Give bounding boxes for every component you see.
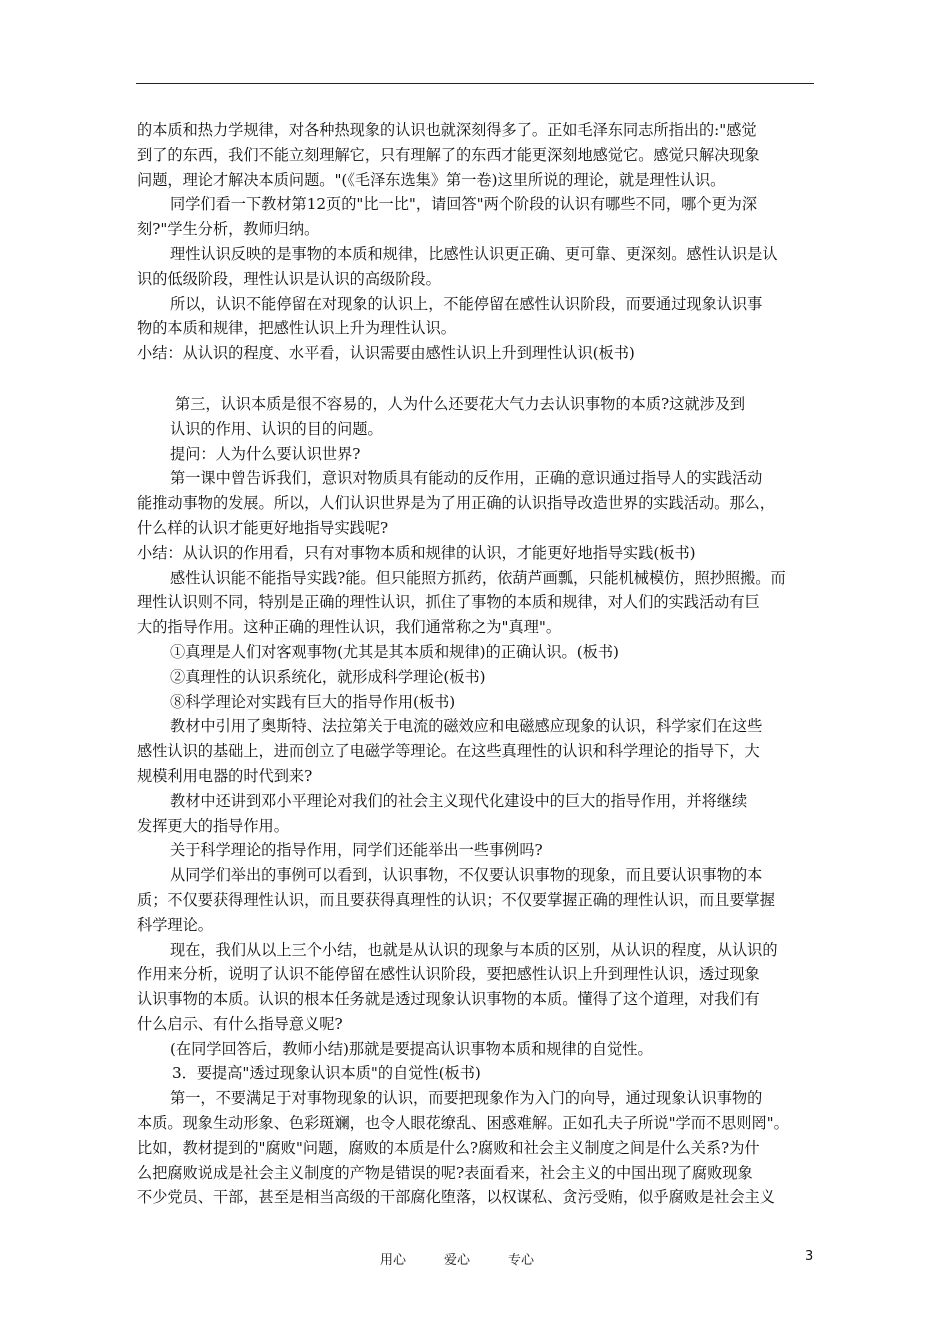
text-line: 什么样的认识才能更好地指导实践呢?	[137, 518, 389, 537]
text-line: ①真理是人们对客观事物(尤其是其本质和规律)的正确认识。(板书)	[170, 642, 619, 661]
text-line: 第一，不要满足于对事物现象的认识，而要把现象作为入门的向导，通过现象认识事物的	[170, 1089, 763, 1108]
document-body	[137, 118, 817, 1210]
text-line: 作用来分析，说明了认识不能停留在感性认识阶段，要把感性认识上升到理性认识，透过现象	[137, 965, 760, 984]
header-rule	[136, 83, 814, 84]
text-line: 不少党员、干部，甚至是相当高级的干部腐化堕落，以权谋私、贪污受贿，似乎腐败是社会主义	[137, 1188, 775, 1207]
text-line: (在同学回答后，教师小结)那就是要提高认识事物本质和规律的自觉性。	[170, 1039, 653, 1058]
text-line: 3．要提高"透过现象认识本质"的自觉性(板书)	[172, 1064, 481, 1083]
text-line: 认识的作用、认识的目的问题。	[170, 419, 383, 438]
text-line: 能推动事物的发展。所以，人们认识世界是为了用正确的认识指导改造世界的实践活动。那么，	[137, 494, 775, 513]
blank-line	[137, 366, 817, 392]
footer-motto-2: 爱心	[444, 1253, 471, 1268]
text-line: ⑧科学理论对实践有巨大的指导作用(板书)	[170, 692, 456, 711]
text-line: 第一课中曾告诉我们，意识对物质具有能动的反作用，正确的意识通过指导人的实践活动	[170, 469, 763, 488]
text-line: 关于科学理论的指导作用，同学们还能举出一些事例吗?	[170, 841, 543, 860]
text-line: 到了的东西，我们不能立刻理解它，只有理解了的东西才能更深刻地感觉它。感觉只解决现象	[137, 145, 760, 164]
text-line: 物的本质和规律，把感性认识上升为理性认识。	[137, 319, 456, 338]
text-line: 认识事物的本质。认识的根本任务就是透过现象认识事物的本质。懂得了这个道理，对我们有	[137, 990, 760, 1009]
page-number: 3	[805, 1249, 814, 1264]
footer-motto	[380, 1249, 572, 1268]
text-line: 同学们看一下教材第12页的"比一比"，请回答"两个阶段的认识有哪些不同，哪个更为深	[170, 195, 758, 214]
text-line: 问题，理论才解决本质问题。"(《毛泽东选集》第一卷)这里所说的理论，就是理性认识。	[137, 170, 726, 189]
text-line: 刻?"学生分析，教师归纳。	[137, 220, 320, 239]
text-line: 科学理论。	[137, 915, 213, 934]
text-line: 理性认识则不同，特别是正确的理性认识，抓住了事物的本质和规律，对人们的实践活动有巨	[137, 593, 760, 612]
text-line: 从同学们举出的事例可以看到，认识事物，不仅要认识事物的现象，而且要认识事物的本	[170, 866, 763, 885]
text-line: 小结：从认识的作用看，只有对事物本质和规律的认识，才能更好地指导实践(板书)	[137, 543, 696, 562]
text-line: 第三，认识本质是很不容易的，人为什么还要花大气力去认识事物的本质?这就涉及到	[175, 394, 746, 413]
text-line: ②真理性的认识系统化，就形成科学理论(板书)	[170, 667, 486, 686]
text-line: 识的低级阶段，理性认识是认识的高级阶段。	[137, 269, 441, 288]
text-line: 所以，认识不能停留在对现象的认识上，不能停留在感性认识阶段，而要通过现象认识事	[170, 294, 763, 313]
text-line: 么把腐败说成是社会主义制度的产物是错误的呢?表面看来，社会主义的中国出现了腐败现象	[137, 1163, 753, 1182]
text-line: 发挥更大的指导作用。	[137, 816, 289, 835]
text-line: 质；不仅要获得理性认识，而且要获得真理性的认识；不仅要掌握正确的理性认识，而且要掌握	[137, 890, 775, 909]
footer-motto-3: 专心	[508, 1253, 535, 1268]
text-line: 理性认识反映的是事物的本质和规律，比感性认识更正确、更可靠、更深刻。感性认识是认	[170, 244, 778, 263]
text-line: 教材中引用了奥斯特、法拉第关于电流的磁效应和电磁感应现象的认识，科学家们在这些	[170, 717, 763, 736]
text-line: 本质。现象生动形象、色彩斑斓，也令人眼花缭乱、困惑难解。正如孔夫子所说"学而不思则罔"。	[137, 1114, 789, 1133]
text-line: 规模利用电器的时代到来?	[137, 766, 313, 785]
text-line: 感性认识能不能指导实践?能。但只能照方抓药，依葫芦画瓢，只能机械模仿，照抄照搬。而	[170, 568, 786, 587]
text-line: 比如，教材提到的"腐败"问题，腐败的本质是什么?腐败和社会主义制度之间是什么关系?为什	[137, 1138, 760, 1157]
text-line: 提问：人为什么要认识世界?	[170, 444, 361, 463]
text-line: 什么启示、有什么指导意义呢?	[137, 1014, 343, 1033]
footer-motto-1: 用心	[380, 1253, 407, 1268]
text-line: 现在，我们从以上三个小结，也就是从认识的现象与本质的区别，从认识的程度，从认识的	[170, 940, 778, 959]
text-line: 感性认识的基础上，进而创立了电磁学等理论。在这些真理性的认识和科学理论的指导下，大	[137, 742, 760, 761]
text-line: 大的指导作用。这种正确的理性认识，我们通常称之为"真理"。	[137, 618, 562, 637]
text-line: 的本质和热力学规律，对各种热现象的认识也就深刻得多了。正如毛泽东同志所指出的:"感觉	[137, 121, 757, 139]
text-line: 教材中还讲到邓小平理论对我们的社会主义现代化建设中的巨大的指导作用，并将继续	[170, 791, 748, 810]
text-line: 小结：从认识的程度、水平看，认识需要由感性认识上升到理性认识(板书)	[137, 344, 635, 363]
